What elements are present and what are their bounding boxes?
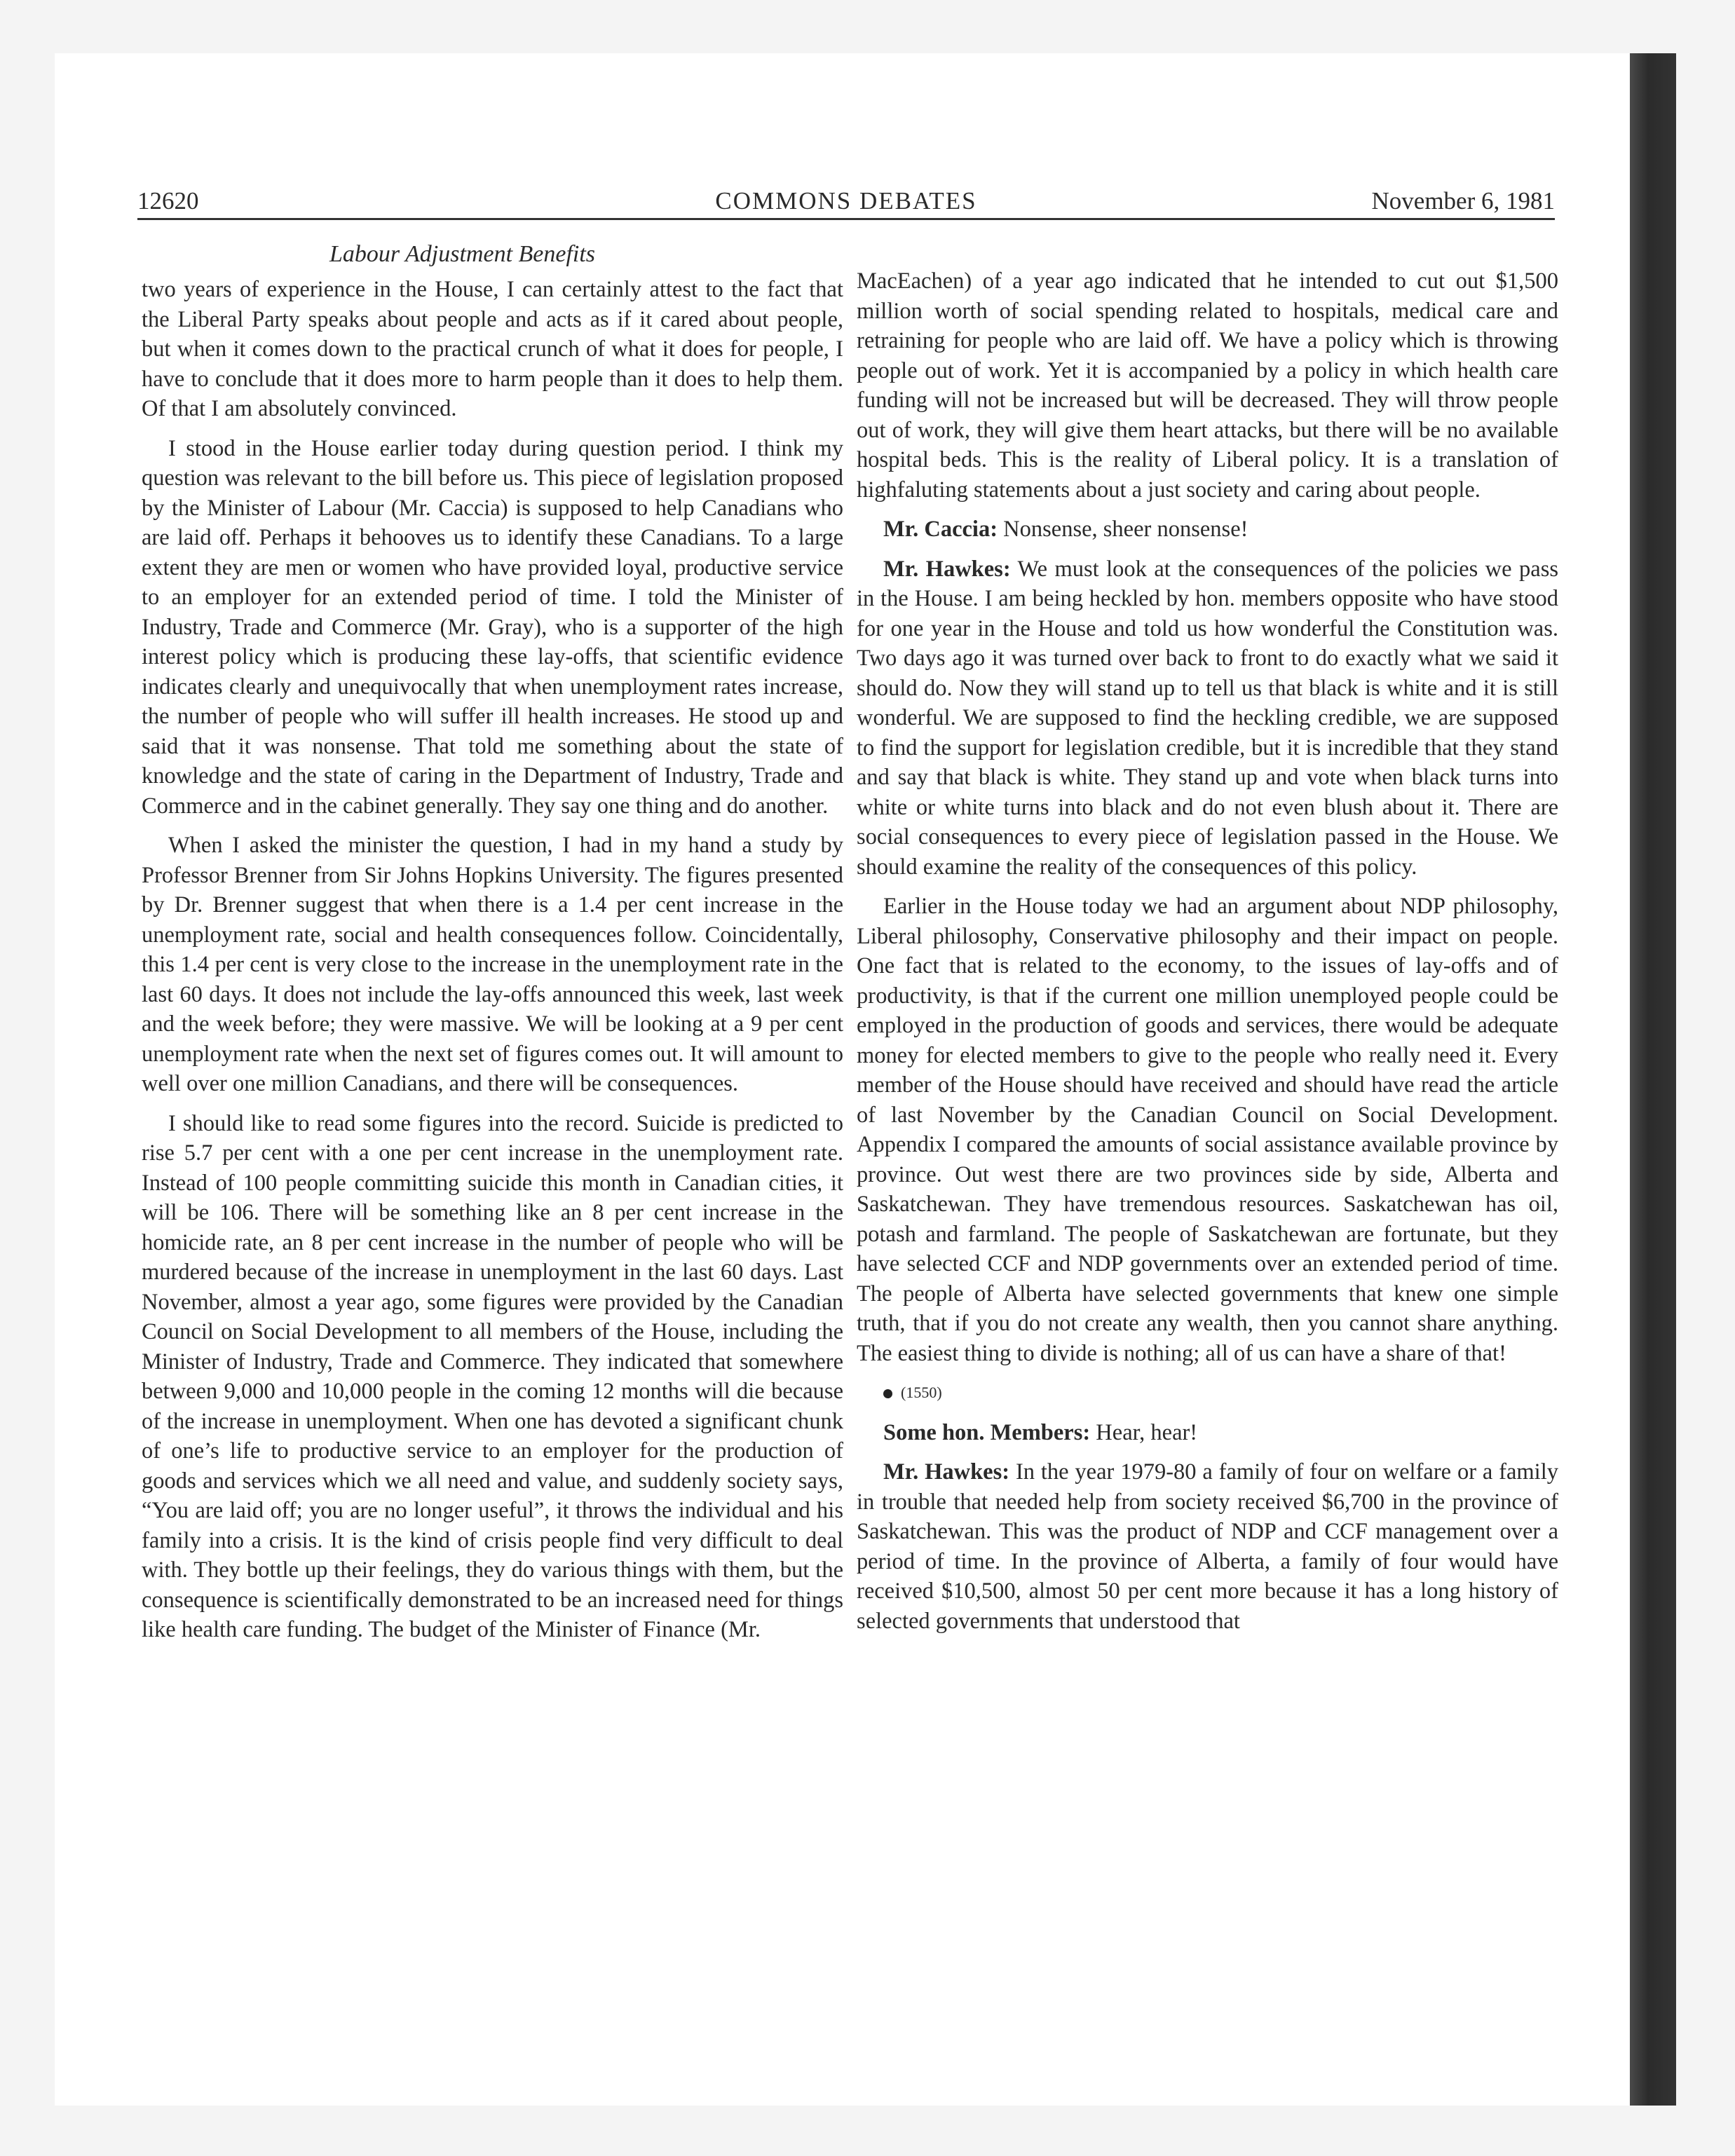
- speech-hawkes-2: [857, 1457, 1558, 1636]
- right-column: [857, 266, 1558, 1646]
- scan-edge-shadow: [1630, 53, 1676, 2106]
- header-rule: [137, 218, 1555, 220]
- publication-title: COMMONS DEBATES: [715, 187, 977, 214]
- speech-text: Nonsense, sheer nonsense!: [1003, 517, 1248, 542]
- timecode-text: (1550): [901, 1384, 942, 1401]
- left-column: [142, 275, 843, 1655]
- bullet-icon: [883, 1389, 892, 1398]
- paragraph: Earlier in the House today we had an argument about NDP philosophy, Liberal philosophy, Conservative philosophy and their impact on people. One fact that is related to the economy, to the issues of lay-offs and of productivity, is that if the current one million unemployed people could be employed in the production of goods and services, there would be adequate money for elected members to give to the people who really need it. Every member of the House should have received and should have read the article of last November by the Canadian Council on Social Development. Appendix I compared the amounts of social assistance available province by province. Out west there are two provinces side by side, Alberta and Saskatchewan. They have tremendous resources. Saskatchewan has oil, potash and farmland. The people of Saskatchewan are fortunate, but they have selected CCF and NDP governments over an extended period of time. The people of Alberta have selected governments that knew one simple truth, that if you do not create any wealth, then you cannot share anything. The easiest thing to divide is nothing; all of us can have a share of that!: [857, 894, 1558, 1366]
- speech-hawkes: [857, 554, 1558, 882]
- page-number: 12620: [137, 187, 199, 214]
- speech-text: In the year 1979-80 a family of four on welfare or a family in trouble that needed help from society received $6,700 in the province of Saskatchewan. This was the product of NDP and CCF management over a period of time. In the province of Alberta, a family of four would have received $10,500, almost 50 per cent more because it has a long history of selected governments that understood that: [857, 1459, 1558, 1634]
- speaker-name: Mr. Caccia:: [883, 517, 998, 542]
- paragraph: I stood in the House earlier today during question period. I think my question was relevant to the bill before us. This piece of legislation proposed by the Minister of Labour (Mr. Caccia) is supposed to help Canadians who are laid off. Perhaps it behooves us to identify these Canadians. To a large extent they are men or women who have provided loyal, productive service to an employer for an extended period of time. I told the Minister of Industry, Trade and Commerce (Mr. Gray), who is a supporter of the high interest policy which is producing these lay-offs, that scientific evidence indicates clearly and unequivocally that when unemployment rates increase, the number of people who will suffer ill health increases. He stood up and said that it was nonsense. That told me something about the state of knowledge and the state of caring in the Department of Industry, Trade and Commerce and in the cabinet generally. They say one thing and do another.: [142, 435, 843, 819]
- page-header: [137, 184, 1555, 219]
- speaker-name: Some hon. Members:: [883, 1419, 1091, 1445]
- speaker-name: Mr. Hawkes:: [883, 1459, 1010, 1485]
- publication-date: November 6, 1981: [1371, 187, 1555, 214]
- paragraph: two years of experience in the House, I can certainly attest to the fact that the Liberal Party speaks about people and acts as if it cared about people, but when it comes down to the practical crunch of what it does for people, I have to conclude that it does more to harm people than it does to help them. Of that I am absolutely convinced.: [142, 277, 843, 421]
- speech-caccia: [857, 514, 1558, 545]
- speaker-name: Mr. Hawkes:: [883, 556, 1011, 582]
- speech-text: Hear, hear!: [1096, 1419, 1198, 1445]
- paragraph: When I asked the minister the question, I had in my hand a study by Professor Brenner from Sir Johns Hopkins University. The figures presented by Dr. Brenner suggest that when there is a 1.4 per cent increase in the unemployment rate, social and health consequences follow. Coincidentally, this 1.4 per cent is very close to the increase in the unemployment rate in the last 60 days. It does not include the lay-offs announced this week, last week and the week before; they were massive. We will be looking at a 9 per cent unemployment rate when the next set of figures comes out. It will amount to well over one million Canadians, and there will be consequences.: [142, 833, 843, 1096]
- paragraph: I should like to read some figures into the record. Suicide is predicted to rise 5.7 per cent with a one per cent increase in the unemployment rate. Instead of 100 people committing suicide this month in Canadian cities, it will be 106. There will be something like an 8 per cent increase in the homicide rate, an 8 per cent increase in the number of people who will be murdered because of the increase in unemployment in the last 60 days. Last November, almost a year ago, some figures were provided by the Canadian Council on Social Development to all members of the House, including the Minister of Industry, Trade and Commerce. They indicated that somewhere between 9,000 and 10,000 people in the coming 12 months will die because of the increase in unemployment. When one has devoted a significant chunk of one’s life to productive service to an employer for the production of goods and services which we all need and value, and suddenly society says, “You are laid off; you are no longer useful”, it throws the individual and his family into a crisis. It is the kind of crisis people find very difficult to deal with. They bottle up their feelings, they do various things with them, but the consequence is scientifically demonstrated to be an increased need for things like health care funding. The budget of the Minister of Finance (Mr.: [142, 1110, 843, 1642]
- subject-heading: Labour Adjustment Benefits: [329, 241, 596, 267]
- paragraph: MacEachen) of a year ago indicated that he intended to cut out $1,500 million worth of social spending related to hospitals, medical care and retraining for people who are laid off. We have a policy which is throwing people out of work. Yet it is accompanied by a policy in which health care funding will not be increased but will be decreased. They will throw people out of work, they will give them heart attacks, but there will be no available hospital beds. This is the reality of Liberal policy. It is a translation of highfaluting statements about a just society and caring about people.: [857, 268, 1558, 503]
- timecode-marker: [857, 1378, 1558, 1408]
- speech-members: [857, 1418, 1558, 1448]
- speech-text: We must look at the consequences of the policies we pass in the House. I am being heckled by hon. members opposite who have stood for one year in the House and told us how wonderful the Constitution was. Two days ago it was turned over back to front to do exactly what we said it should do. Now they will stand up to tell us that black is white and it is still wonderful. We are supposed to find the heckling credible, we are supposed to find the support for legislation credible, but it is incredible that they stand and say that black is white. They stand up and vote when black turns into white or white turns into black and do not even blush about it. There are social consequences to every piece of legislation passed in the House. We should examine the reality of the consequences of this policy.: [857, 556, 1558, 880]
